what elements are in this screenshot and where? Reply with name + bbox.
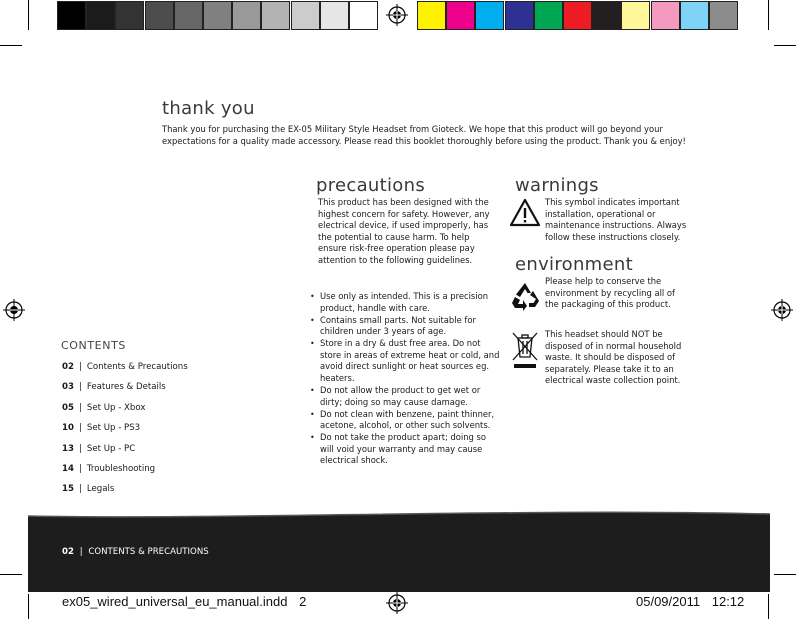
contents-page-number: 14 [62,464,74,474]
footer-band-edge [28,506,770,520]
registration-mark-icon [386,592,408,614]
slug-date: 05/09/2011 [636,594,701,609]
slug-file: ex05_wired_universal_eu_manual.indd [62,594,288,609]
contents-page-number: 02 [62,362,74,372]
crop-mark [28,0,29,30]
crop-mark [28,594,29,619]
color-swatch [621,1,650,30]
contents-label: Legals [86,484,115,495]
contents-separator: | [78,402,82,413]
grey-swatch [349,1,378,30]
color-swatch [417,1,446,30]
slug-filename [62,594,306,609]
grey-swatch [115,1,144,30]
contents-separator: | [78,382,82,393]
grey-swatch [232,1,261,30]
precautions-heading: precautions [316,175,425,196]
crop-mark [0,45,22,46]
contents-item [62,382,166,392]
contents-item [62,484,114,494]
thank-you-text: Thank you for purchasing the EX-05 Military Style Headset from Gioteck. We hope that this product will go beyond your expectations for a quality made accessory. Please read this booklet thoroughly before using the product. Thank you & enjoy! [162,124,686,146]
crop-mark [774,45,796,46]
crop-mark [768,0,769,30]
color-swatch [651,1,680,30]
contents-separator: | [78,484,82,495]
contents-item [62,444,135,454]
contents-item [62,362,188,372]
contents-heading: CONTENTS [61,339,126,352]
warnings-heading: warnings [515,175,599,196]
grey-swatch [174,1,203,30]
crop-mark [0,574,22,575]
contents-page-number: 13 [62,443,74,454]
contents-separator: | [78,443,82,454]
recycle-text: Please help to conserve the environment by recycling all of the packaging of this product. [545,276,675,310]
grey-swatch [145,1,174,30]
precaution-item: • Do not allow the product to get wet or dirty; doing so may cause damage. [310,385,502,408]
contents-label: Troubleshooting [86,464,156,474]
precautions-list [310,291,502,467]
precaution-item: • Use only as intended. This is a precision product, handle with care. [310,291,502,314]
grey-swatch [57,1,86,30]
grey-swatch [261,1,290,30]
warning-triangle-icon [509,198,541,228]
footer-separator: | [79,547,83,557]
contents-item [62,423,140,433]
precaution-item: • Do not clean with benzene, paint thinner, acetone, alcohol, or other such solvents. [310,409,502,432]
color-swatch [446,1,475,30]
contents-item [62,464,155,474]
precaution-item: • Do not take the product apart; doing so will void your warranty and may cause electrical shock. [310,432,502,467]
environment-heading: environment [515,254,633,275]
slug-page: 2 [299,594,307,609]
footer-section-title: CONTENTS & PRECAUTIONS [88,547,209,557]
contents-separator: | [78,423,82,434]
recycle-icon [509,281,541,313]
crop-mark [774,574,796,575]
color-swatch [505,1,534,30]
color-swatch [680,1,709,30]
contents-label: Contents & Precautions [86,362,188,372]
registration-mark-icon [386,4,408,26]
precaution-item: • Store in a dry & dust free area. Do not store in areas of extreme heat or cold, and avoid direct sunlight or heat sources eg. heaters. [310,338,502,384]
contents-label: Set Up - PC [86,443,136,454]
registration-mark-icon [3,299,25,321]
contents-label: Features & Details [86,382,166,393]
footer-label [62,547,209,557]
color-swatch [592,1,621,30]
contents-item [62,403,145,413]
grey-swatch [203,1,232,30]
contents-label: Set Up - PS3 [86,423,141,434]
contents-separator: | [78,362,82,372]
color-swatch [563,1,592,30]
contents-page-number: 10 [62,423,74,434]
crop-mark [768,594,769,619]
grey-swatch [291,1,320,30]
precaution-item: • Contains small parts. Not suitable for children under 3 years of age. [310,315,502,338]
contents-separator: | [78,464,82,474]
thank-you-heading: thank you [162,98,255,119]
precautions-intro: This product has been designed with the highest concern for safety. However, any electrical device, if used improperly, has the potential to cause harm. To help ensure risk-free operation please pay attention to the following guidelines. [318,197,490,265]
warnings-text: This symbol indicates important installation, operational or maintenance instructions. Always follow these instructions closely. [545,197,687,242]
contents-page-number: 15 [62,484,74,495]
color-swatch [709,1,738,30]
color-swatch [534,1,563,30]
contents-label: Set Up - Xbox [86,402,146,413]
color-swatch [475,1,504,30]
slug-time: 12:12 [711,594,745,609]
contents-page-number: 03 [62,382,74,393]
grey-swatch [320,1,349,30]
crossed-bin-icon [510,330,540,370]
slug-datetime [636,594,744,609]
bin-text: This headset should NOT be disposed of in normal household waste. It should be disposed of separately. Please take it to an electrical waste collection point. [545,329,682,386]
grey-swatch [86,1,115,30]
registration-mark-icon [771,299,793,321]
footer-page-number: 02 [62,547,74,557]
contents-page-number: 05 [62,402,74,413]
